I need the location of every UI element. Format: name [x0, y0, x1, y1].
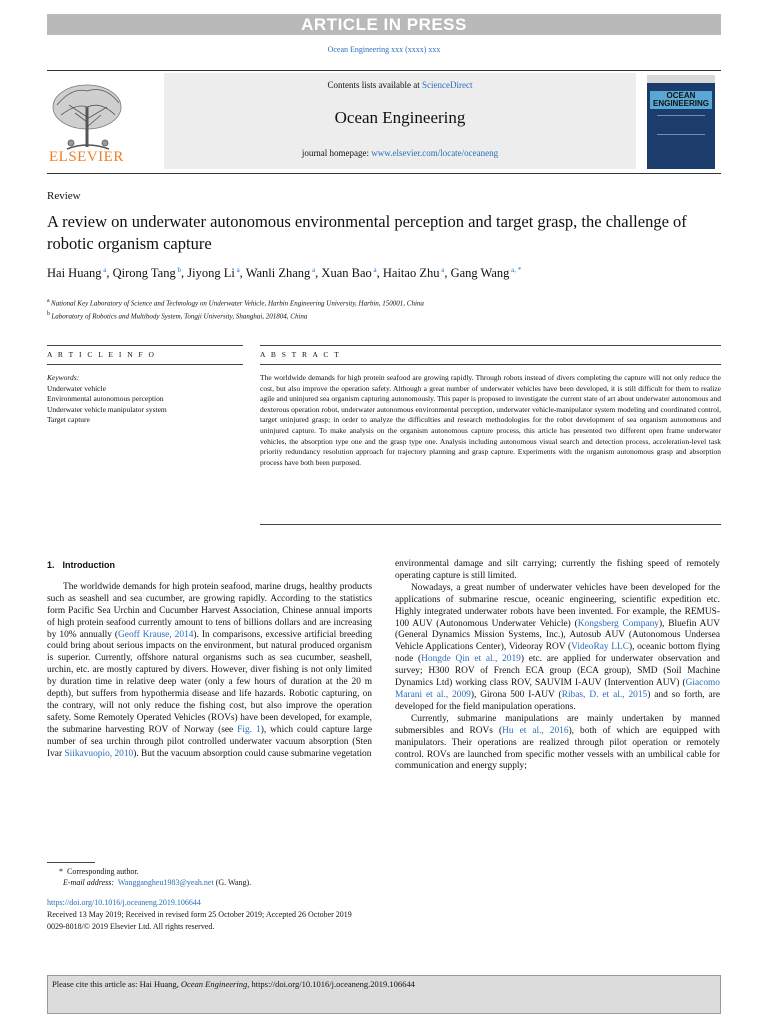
affiliation-marker[interactable]: a, * [509, 266, 522, 274]
affiliation-item: $^a$ National Key Laboratory of Science and Technology on Underwater Vehicle, Harbin Engineering University, Harbin, 150001, China [47, 298, 424, 308]
affiliations [47, 296, 424, 323]
journal-name: Ocean Engineering [334, 108, 466, 127]
received-dates: Received 13 May 2019; Received in revised form 25 October 2019; Accepted 26 October 2019 [47, 910, 352, 920]
article-in-press-banner: ARTICLE IN PRESS [47, 14, 721, 35]
author-name: Qirong Tang $^b$ [112, 266, 181, 281]
footnotes [47, 866, 251, 888]
abstract-rule-bottom [260, 524, 721, 525]
author-name: Jiyong Li $^a$ [187, 266, 240, 281]
paragraph: The worldwide demands for high protein seafood, marine drugs, healthy products such as seashell and sea cucumber, are growing rapidly. According to the statistics form Pacific Sea Urchin and Cucumber Harvest Association, Chinese annual imports of high protein seafood currently amount to tens of billions dollars and are increasing by 10% annually (Geoff Krause, 2014). In comparisons, excessive artificial breeding could bring about serious impacts on the environment, but natural produced organism is superior. Currently, offshore natural organisms such as sea cucumber, seashell, urchin, etc. are mostly captured by divers. However, diver fishing is not only limited by duration time in relative deep water (only a few hours of duration at the 20 m depth), but suffers from hypothermia disease and life hazards. Robotic capturing, on the contrary, will not only reduce the fishing cost, but also improve the operation safety. Some Remotely Operated Vehicles (ROVs) have been developed, for example, the submarine harvesting ROV of Norway (see Fig. 1), which could capture large number of sea urchin through pilot controlled underwater vacuum absorption (Sten Ivar Siikavuopio, 2010). But the vacuum absorption could cause submarine vegetation [47, 581, 373, 759]
citation-link[interactable]: Geoff Krause, 2014 [118, 629, 194, 640]
citation-link[interactable]: Hongde Qin et al., 2019 [421, 654, 521, 665]
figure-link[interactable]: Fig. 1 [237, 724, 261, 735]
corresponding-author-note: * Corresponding author. [59, 867, 139, 876]
journal-homepage-link[interactable]: www.elsevier.com/locate/oceaneng [371, 148, 499, 158]
sciencedirect-link[interactable]: ScienceDirect [422, 80, 473, 90]
keywords-label: Keywords: [47, 373, 80, 382]
body-column-right [395, 559, 720, 773]
author-name: Wanli Zhang $^a$ [245, 266, 316, 281]
author-name: Haitao Zhu $^a$ [382, 266, 445, 281]
info-rule-mid [47, 364, 243, 365]
author-list: Hai Huang $^a$, Qirong Tang $^b$, Jiyong Li $^a$, Wanli Zhang $^a$, Xuan Bao $^a$, Haitao Zhu $^a$, Gang Wang $^{a, *}$ [47, 266, 522, 281]
citation-box: Please cite this article as: Hai Huang, Ocean Engineering, https://doi.org/10.1016/j.oceaneng.2019.106644 [47, 975, 721, 1014]
affiliation-marker[interactable]: a [310, 266, 316, 274]
cover-title: OCEAN ENGINEERING [650, 91, 712, 109]
affiliation-marker[interactable]: a [234, 266, 240, 274]
footnote-rule [47, 862, 95, 863]
masthead [47, 70, 721, 174]
citation-link[interactable]: VideoRay LLC [571, 642, 629, 653]
abstract-rule-mid [260, 364, 721, 365]
affiliation-marker[interactable]: a [101, 266, 107, 274]
affiliation-marker[interactable]: a [371, 266, 377, 274]
journal-info-box [164, 73, 636, 169]
keyword-item: Environmental autonomous perception [47, 394, 164, 403]
abstract-heading: A B S T R A C T [260, 350, 341, 359]
body-column-left [47, 560, 372, 761]
email-link[interactable]: Wanggangheu1983@yeah.net [117, 878, 214, 887]
keyword-item: Underwater vehicle [47, 383, 106, 393]
contents-line: Contents lists available at ScienceDirect [327, 80, 473, 90]
info-rule-top [47, 345, 243, 346]
keyword-item: Target capture [47, 415, 90, 424]
citation-link[interactable]: Siikavuopio, 2010 [64, 748, 134, 759]
article-title: A review on underwater autonomous environmental perception and target grasp, the challenge of robotic organism capture [47, 212, 687, 253]
author-name: Gang Wang $^{a, *}$ [450, 266, 522, 281]
section-heading-introduction: 1. Introduction [47, 560, 116, 570]
paragraph: Currently, submarine manipulations are mainly undertaken by manned submersibles and ROVs (Hu et al., 2016), both of which are equipped with manipulators. Their operations are realized through pilot operation or remotely control. ROVs are launched from specific mother vessels with an umbilical cable for communication and energy supply; [395, 713, 720, 772]
homepage-line: journal homepage: www.elsevier.com/locate/oceaneng [301, 148, 499, 158]
citation-link[interactable]: Kongsberg Company [577, 618, 659, 629]
citation-link[interactable]: Hu et al., 2016 [502, 725, 569, 736]
keyword-item: Underwater vehicle manipulator system [47, 404, 167, 414]
affiliation-marker[interactable]: a [439, 266, 445, 274]
publisher-name: ELSEVIER [49, 149, 124, 165]
author-name: Xuan Bao $^a$ [321, 266, 377, 281]
journal-reference: Ocean Engineering xxx (xxxx) xxx [327, 45, 441, 54]
citation-link[interactable]: Ribas, D. et al., 2015 [561, 689, 648, 700]
email-note: E-mail address: Wanggangheu1983@yeah.net (G. Wang). [63, 878, 252, 887]
journal-cover-image [647, 75, 715, 169]
article-info-heading: A R T I C L E I N F O [47, 350, 156, 359]
doi-link[interactable]: https://doi.org/10.1016/j.oceaneng.2019.106644 [47, 898, 201, 907]
keywords-block [47, 373, 167, 426]
paragraph: Nowadays, a great number of underwater vehicles have been developed for the applications of submarine rescue, oceanic engineering, scientific expedition etc. Highly integrated underwater robots have been invented. For example, the REMUS-100 AUV (Autonomous Underwater Vehicle) (Kongsberg Company), Bluefin AUV (General Dynamics Mission Systems, Inc.), Autosub AUV (Autonomous Undersea Vehicle Applications Center), Videoray ROV (VideoRay LLC), oceanic bottom flying node (Hongde Qin et al., 2019) etc. are applied for underwater observation and survey; H300 ROV of French ECA group (ECA group), SMD (Soil Machine Dynamics Ltd) working class ROV, SAUVIM I-AUV (Intervention AUV) (Giacomo Marani et al., 2009), Girona 500 I-AUV (Ribas, D. et al., 2015) and so forth, are developed for the field manipulation operations. [395, 582, 720, 712]
author-name: Hai Huang $^a$ [47, 266, 107, 281]
abstract-rule-top [260, 345, 721, 346]
copyright: 0029-8018/© 2019 Elsevier Ltd. All rights reserved. [47, 922, 215, 932]
affiliation-item: $^b$ Laboratory of Robotics and Multibody System, Tongji University, Shanghai, 201804, China [47, 311, 308, 321]
affiliation-marker[interactable]: b [175, 266, 181, 274]
article-type: Review [47, 190, 81, 202]
citation-link[interactable]: Giacomo Marani et al., 2009 [395, 678, 720, 700]
paragraph: environmental damage and silt carrying; currently the fishing speed of remotely operating capture is still limited. [395, 559, 720, 581]
abstract-text: The worldwide demands for high protein seafood are growing rapidly. Through robots instead of divers completing the capture will not only reduce the cost, but also improve the operation safety. Although a great number of underwater vehicles have been developed, it is still difficult for them to realize agile and uninjured sea organism capturing autonomously. This paper is proposed to investigate the current state of art about underwater autonomous and dexterous operation robot, underwater autonomous environmental perception, underwater vehicle-manipulator system modeling and coordinated control, target uninjured grasp; in order to analyze the difficulties and research methodologies for the robot development of sea organism autonomous and uninjured capture. To make analysis on the organism autonomous capture process, this article has presented two different open frame underwater vehicles, the absorption type one and the grasp type one. Analysis including autonomous visual search and detection process, acceleration-level task priority redundancy resolution approach for trajectory planning and grasp capture. Experiments with the organism autonomous grasp and absorption process have both been purposed. [260, 373, 721, 467]
publication-info [47, 897, 352, 934]
